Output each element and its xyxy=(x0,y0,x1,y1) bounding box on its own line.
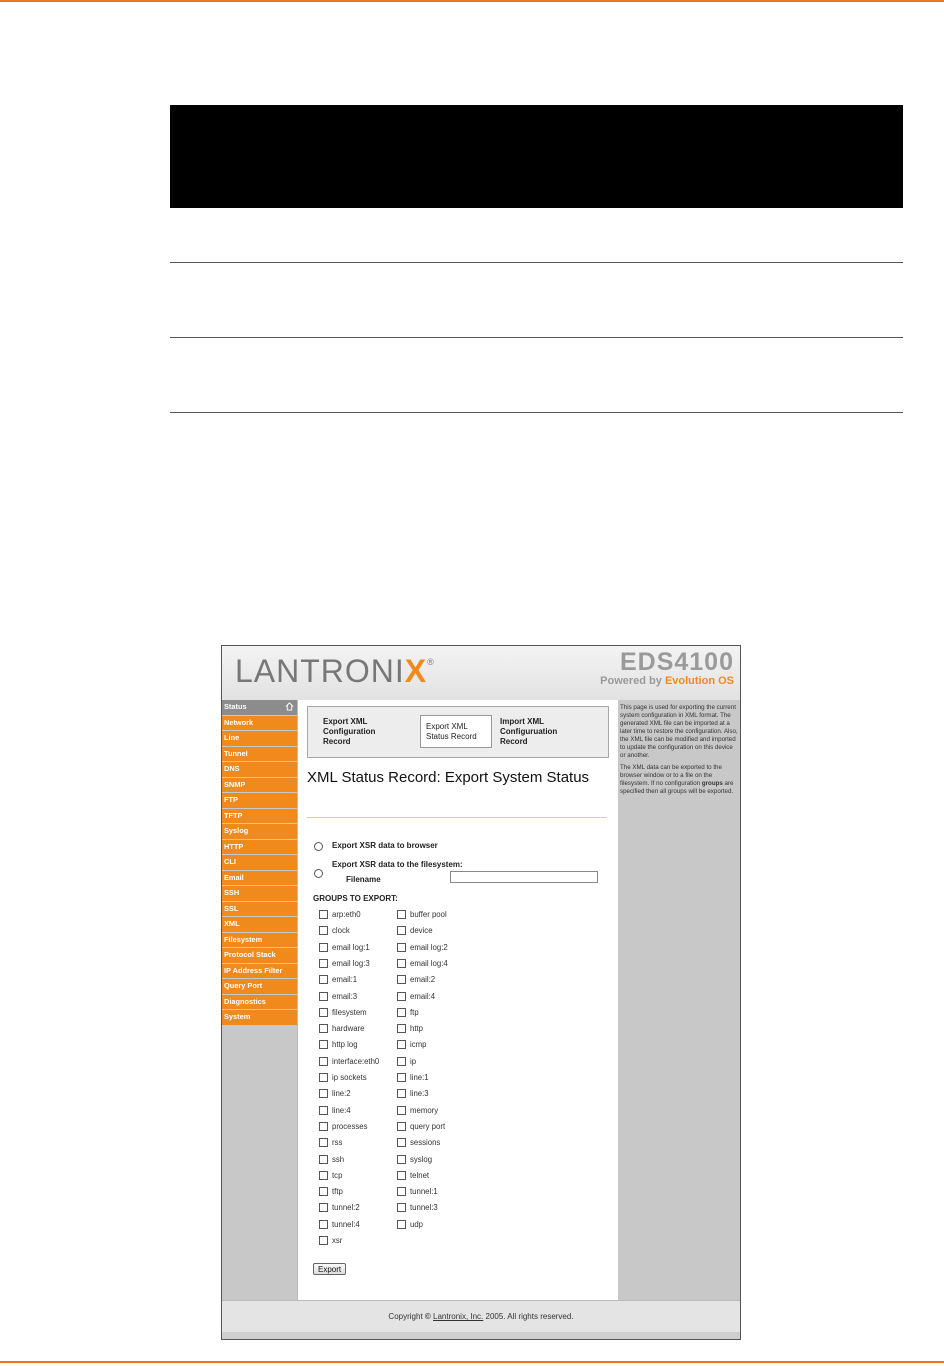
lantronix-link[interactable]: Lantronix, Inc. xyxy=(433,1312,484,1321)
group-checkbox[interactable] xyxy=(319,959,328,968)
table-rule-3 xyxy=(170,412,903,413)
group-checkbox[interactable] xyxy=(319,1236,328,1245)
group-checkbox[interactable] xyxy=(397,943,406,952)
group-checkbox-item[interactable] xyxy=(397,1024,423,1034)
radio-export-filesystem[interactable] xyxy=(314,869,323,878)
table-rule-2 xyxy=(170,337,903,338)
group-checkbox[interactable] xyxy=(397,1106,406,1115)
group-checkbox-item[interactable] xyxy=(319,926,350,936)
group-checkbox[interactable] xyxy=(319,943,328,952)
nav-item-ftp[interactable]: FTP xyxy=(222,793,297,808)
group-checkbox-label: tunnel:3 xyxy=(410,1203,438,1213)
group-checkbox[interactable] xyxy=(397,1138,406,1147)
left-nav xyxy=(222,700,297,1300)
group-checkbox[interactable] xyxy=(319,1057,328,1066)
group-checkbox[interactable] xyxy=(397,1040,406,1049)
group-checkbox-label: xsr xyxy=(332,1236,343,1245)
nav-item-ssh[interactable]: SSH xyxy=(222,886,297,901)
group-checkbox[interactable] xyxy=(319,1138,328,1147)
group-checkbox[interactable] xyxy=(319,1106,328,1115)
group-checkbox[interactable] xyxy=(319,1008,328,1017)
group-checkbox-label: processes xyxy=(332,1121,368,1131)
group-checkbox-item[interactable] xyxy=(319,1122,368,1132)
group-checkbox-label: line:2 xyxy=(332,1089,351,1099)
nav-item-diagnostics[interactable]: Diagnostics xyxy=(222,995,297,1010)
main-content xyxy=(297,700,620,1300)
help-panel xyxy=(618,700,740,1300)
group-checkbox-label: syslog xyxy=(410,1154,433,1164)
nav-item-xml[interactable]: XML xyxy=(222,917,297,932)
copyright-footer: Copyright © Lantronix, Inc. 2005. All rights reserved. xyxy=(222,1300,740,1333)
nav-item-tunnel[interactable]: Tunnel xyxy=(222,747,297,762)
group-checkbox-item[interactable] xyxy=(319,943,370,953)
group-checkbox[interactable] xyxy=(397,975,406,984)
group-checkbox-label: device xyxy=(410,926,433,936)
group-checkbox-item[interactable] xyxy=(319,1106,351,1116)
group-checkbox-item[interactable] xyxy=(397,1155,432,1165)
group-checkbox-label: memory xyxy=(410,1105,439,1115)
group-checkbox-item[interactable] xyxy=(319,1171,342,1181)
nav-item-network[interactable]: Network xyxy=(222,716,297,731)
group-checkbox-label: query port xyxy=(410,1121,446,1131)
group-checkbox-item[interactable] xyxy=(319,1220,360,1230)
group-checkbox-label: rss xyxy=(332,1138,343,1148)
group-checkbox[interactable] xyxy=(319,910,328,919)
group-checkbox[interactable] xyxy=(319,1089,328,1098)
group-checkbox-label: sessions xyxy=(410,1138,441,1148)
label-filename: Filename xyxy=(346,875,381,884)
group-checkbox[interactable] xyxy=(319,1073,328,1082)
group-checkbox-label: email:3 xyxy=(332,991,358,1001)
nav-item-email[interactable]: Email xyxy=(222,871,297,886)
group-checkbox[interactable] xyxy=(397,1171,406,1180)
group-checkbox[interactable] xyxy=(319,1155,328,1164)
top-orange-rule xyxy=(0,0,944,2)
home-icon[interactable] xyxy=(285,702,294,711)
group-checkbox-label: ip sockets xyxy=(332,1073,367,1082)
group-checkbox-label: ftp xyxy=(410,1007,419,1017)
group-checkbox-item[interactable] xyxy=(319,1008,367,1018)
group-checkbox[interactable] xyxy=(319,1203,328,1212)
group-checkbox-item[interactable] xyxy=(397,926,433,936)
group-checkbox[interactable] xyxy=(319,1187,328,1196)
group-checkbox-label: email:1 xyxy=(332,975,358,985)
group-checkbox-label: email:4 xyxy=(410,991,436,1001)
table-rule-1 xyxy=(170,262,903,263)
group-checkbox-item[interactable] xyxy=(397,1057,416,1067)
group-checkbox-item[interactable] xyxy=(319,1187,343,1197)
group-checkbox-item[interactable] xyxy=(397,1138,440,1148)
nav-item-syslog[interactable]: Syslog xyxy=(222,824,297,839)
nav-item-dns[interactable]: DNS xyxy=(222,762,297,777)
group-checkbox-item[interactable] xyxy=(397,1073,429,1083)
web-manager-screenshot xyxy=(221,645,741,1340)
group-checkbox-label: clock xyxy=(332,926,350,936)
group-checkbox[interactable] xyxy=(319,975,328,984)
group-checkbox-label: ip xyxy=(410,1056,417,1066)
nav-item-http[interactable]: HTTP xyxy=(222,840,297,855)
nav-item-protocol-stack[interactable]: Protocol Stack xyxy=(222,948,297,963)
group-checkbox[interactable] xyxy=(319,1171,328,1180)
nav-item-ssl[interactable]: SSL xyxy=(222,902,297,917)
group-checkbox-label: email:2 xyxy=(410,975,436,985)
group-checkbox-label: tunnel:2 xyxy=(332,1203,360,1213)
powered-by: Powered by Evolution OS xyxy=(600,675,734,687)
group-checkbox-item[interactable] xyxy=(397,1203,438,1213)
group-checkbox-label: filesystem xyxy=(332,1007,367,1017)
group-checkbox-item[interactable] xyxy=(319,1203,360,1213)
tab-export-status[interactable]: Export XML Status Record xyxy=(420,715,492,748)
group-checkbox[interactable] xyxy=(397,959,406,968)
group-checkbox[interactable] xyxy=(319,1040,328,1049)
group-checkbox-label: telnet xyxy=(410,1170,430,1180)
group-checkbox[interactable] xyxy=(319,992,328,1001)
group-checkbox-label: email log:2 xyxy=(410,942,448,952)
device-header xyxy=(222,646,740,701)
group-checkbox-item[interactable] xyxy=(319,959,370,969)
nav-item-tftp[interactable]: TFTP xyxy=(222,809,297,824)
label-export-filesystem: Export XSR data to the filesystem: xyxy=(332,860,463,869)
bottom-orange-rule xyxy=(0,1361,944,1363)
group-checkbox-label: tunnel:4 xyxy=(332,1219,360,1229)
group-checkbox-item[interactable] xyxy=(397,1187,438,1197)
group-checkbox-item[interactable] xyxy=(397,1040,426,1050)
group-checkbox[interactable] xyxy=(397,910,406,919)
group-checkbox-label: hardware xyxy=(332,1024,365,1034)
group-checkbox-label: tftp xyxy=(332,1187,343,1197)
group-checkbox[interactable] xyxy=(397,992,406,1001)
group-checkbox-item[interactable] xyxy=(319,910,361,920)
group-checkbox-item[interactable] xyxy=(319,1024,365,1034)
group-checkbox-item[interactable] xyxy=(319,975,357,985)
group-checkbox-item[interactable] xyxy=(397,943,448,953)
group-checkbox-item[interactable] xyxy=(319,1236,342,1246)
group-checkbox-label: tcp xyxy=(332,1170,343,1180)
group-checkbox-item[interactable] xyxy=(319,1138,342,1148)
group-checkbox-label: email log:3 xyxy=(332,958,370,968)
group-checkbox[interactable] xyxy=(319,1122,328,1131)
group-checkbox-label: tunnel:1 xyxy=(410,1187,438,1197)
group-checkbox-item[interactable] xyxy=(397,992,435,1002)
nav-item-ip-address-filter[interactable]: IP Address Filter xyxy=(222,964,297,979)
page-title: XML Status Record: Export System Status xyxy=(307,769,590,786)
footer-strip xyxy=(222,1332,740,1339)
black-header-bar xyxy=(170,105,903,208)
nav-item-status[interactable]: Status xyxy=(222,700,297,715)
xml-tabs xyxy=(307,706,609,758)
nav-item-line[interactable]: Line xyxy=(222,731,297,746)
help-text-2: The XML data can be exported to the browser window or to a file on the filesystem. If no configuration groups are specified then all groups will be exported. xyxy=(620,764,734,795)
group-checkbox-item[interactable] xyxy=(397,975,435,985)
group-checkbox[interactable] xyxy=(397,926,406,935)
export-button[interactable]: Export xyxy=(313,1263,346,1275)
group-checkbox-item[interactable] xyxy=(319,1040,358,1050)
group-checkbox-item[interactable] xyxy=(397,959,448,969)
lantronix-logo: LANTRONIX® xyxy=(235,653,435,689)
group-checkbox[interactable] xyxy=(397,1187,406,1196)
group-checkbox[interactable] xyxy=(397,1008,406,1017)
nav-item-filesystem[interactable]: Filesystem xyxy=(222,933,297,948)
group-checkbox-label: arp:eth0 xyxy=(332,910,361,919)
group-checkbox-item[interactable] xyxy=(397,1122,445,1132)
group-checkbox[interactable] xyxy=(397,1057,406,1066)
group-checkbox[interactable] xyxy=(397,1155,406,1164)
nav-item-snmp[interactable]: SNMP xyxy=(222,778,297,793)
group-checkbox-item[interactable] xyxy=(319,1089,351,1099)
group-checkbox-label: icmp xyxy=(410,1040,427,1050)
group-checkbox[interactable] xyxy=(397,1073,406,1082)
group-checkbox-item[interactable] xyxy=(397,1089,429,1099)
group-checkbox[interactable] xyxy=(397,1024,406,1033)
tab-export-config[interactable]: Export XML Configuration Record xyxy=(323,717,376,746)
group-checkbox-label: udp xyxy=(410,1219,424,1229)
group-checkbox-label: email log:4 xyxy=(410,958,448,968)
group-checkbox[interactable] xyxy=(397,1220,406,1229)
groups-label: GROUPS TO EXPORT: xyxy=(313,894,398,903)
group-checkbox-label: ssh xyxy=(332,1154,345,1164)
group-checkbox[interactable] xyxy=(319,926,328,935)
group-checkbox[interactable] xyxy=(397,1089,406,1098)
group-checkbox-label: email log:1 xyxy=(332,942,370,952)
group-checkbox-label: http xyxy=(410,1024,424,1034)
product-model: EDS4100 xyxy=(619,648,734,676)
label-export-browser: Export XSR data to browser xyxy=(332,841,438,850)
group-checkbox-item[interactable] xyxy=(397,910,447,920)
tab-import-config[interactable]: Import XML Configuruation Record xyxy=(500,717,558,746)
product-brand xyxy=(600,649,734,687)
group-checkbox-label: line:3 xyxy=(410,1089,429,1099)
group-checkbox-item[interactable] xyxy=(397,1106,438,1116)
group-checkbox[interactable] xyxy=(319,1024,328,1033)
group-checkbox-item[interactable] xyxy=(397,1171,429,1181)
group-checkbox-label: line:1 xyxy=(410,1073,429,1082)
nav-item-cli[interactable]: CLI xyxy=(222,855,297,870)
group-checkbox-label: buffer pool xyxy=(410,910,447,919)
group-checkbox-label: http log xyxy=(332,1040,358,1050)
group-checkbox-item[interactable] xyxy=(319,1057,379,1067)
group-checkbox-item[interactable] xyxy=(397,1008,419,1018)
group-checkbox[interactable] xyxy=(397,1203,406,1212)
nav-item-query-port[interactable]: Query Port xyxy=(222,979,297,994)
nav-item-system[interactable]: System xyxy=(222,1010,297,1025)
group-checkbox-label: line:4 xyxy=(332,1105,351,1115)
group-checkbox[interactable] xyxy=(319,1220,328,1229)
group-checkbox[interactable] xyxy=(397,1122,406,1131)
radio-export-browser[interactable] xyxy=(314,842,323,851)
group-checkbox-label: interface:eth0 xyxy=(332,1056,380,1066)
group-checkbox-item[interactable] xyxy=(397,1220,423,1230)
group-checkbox-item[interactable] xyxy=(319,1073,367,1083)
title-divider xyxy=(307,817,607,818)
filename-input[interactable] xyxy=(450,871,598,883)
help-text-1: This page is used for exporting the current system configuration in XML format. The generated XML file can be imported at a later time to restore the configuration. Also, the XML file can be modified and imported to update the configuration on this device or another. xyxy=(620,704,738,759)
group-checkbox-item[interactable] xyxy=(319,992,357,1002)
group-checkbox-item[interactable] xyxy=(319,1155,344,1165)
